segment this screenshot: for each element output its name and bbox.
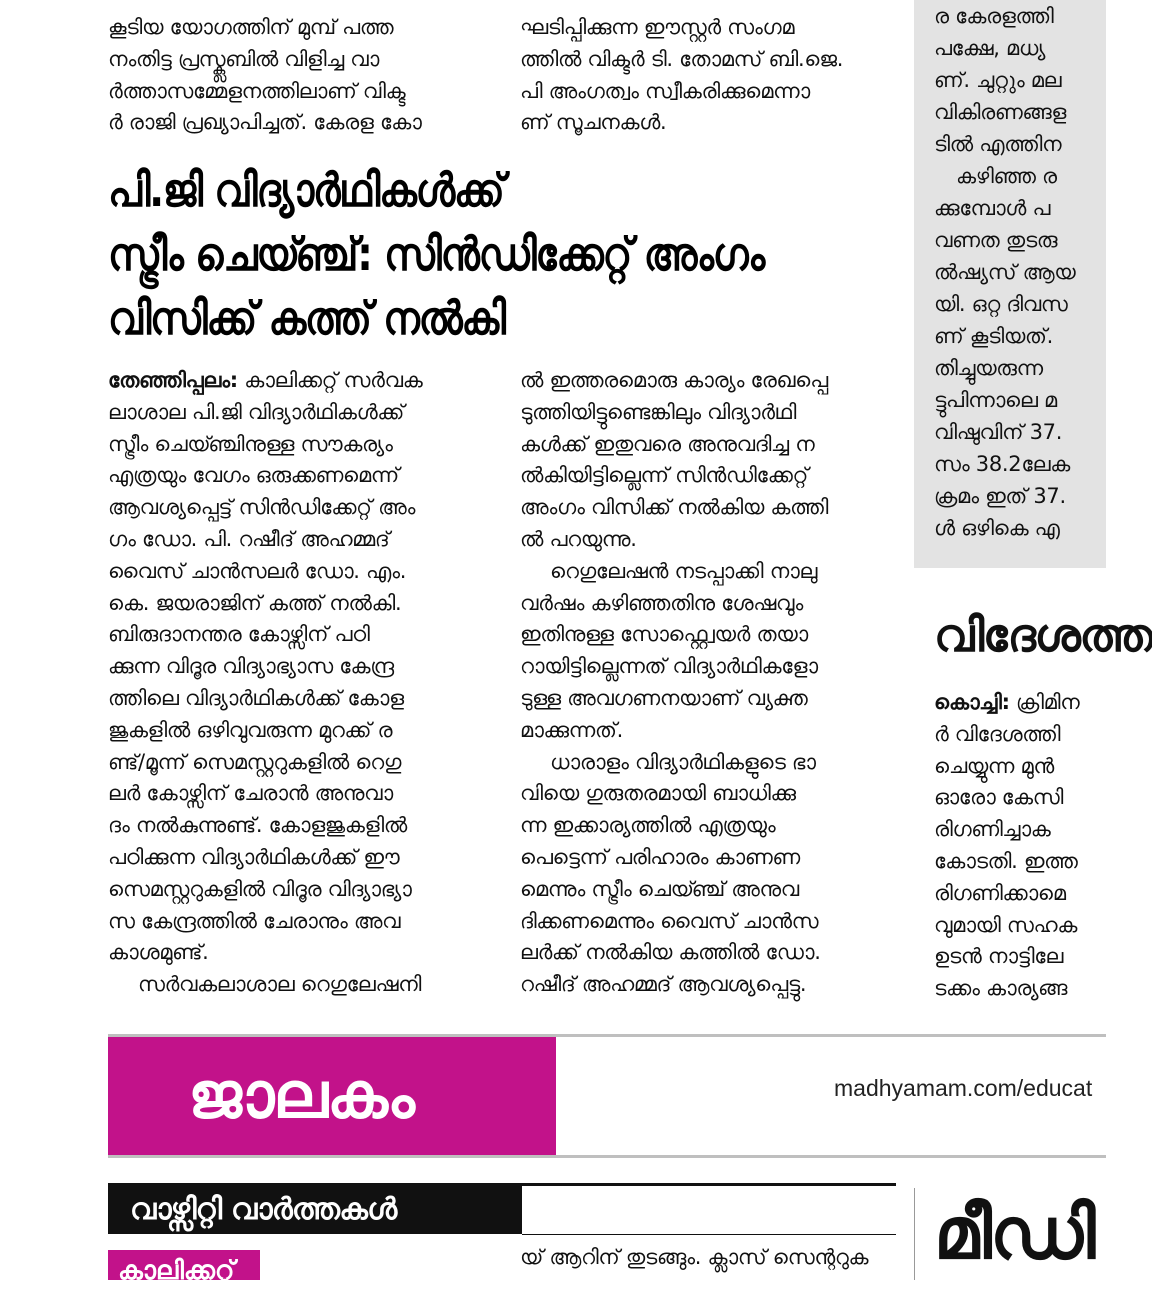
text-line: ണ് സൂചനകൾ. — [520, 110, 667, 135]
text-line: ടുത്തിയിട്ടുണ്ടെങ്കിലും വിദ്യാർഥി — [520, 399, 797, 424]
text-line: ടുള്ള അവഗണനയാണ് വ്യക്ത — [520, 685, 808, 710]
text-line: കോടതി. ഇത്ത — [934, 848, 1078, 873]
text-line: വൈസ് ചാൻസലർ ഡോ. എം. — [108, 558, 407, 583]
text-line: സം 38.2ലേക — [934, 452, 1070, 476]
dateline: തേഞ്ഞിപ്പലം: — [108, 368, 238, 392]
text-line: ണ് കൂടിയത്. — [934, 324, 1054, 348]
text-line: നംതിട്ട പ്രസ്ക്ലബിൽ വിളിച്ച വാ — [108, 46, 380, 71]
section-label: വാഴ്സിറ്റി വാർത്തകൾ — [108, 1186, 522, 1234]
headline-line: സ്ട്രീം ചെയ്ഞ്ച്: സിൻഡിക്കേറ്റ് അംഗം — [108, 227, 764, 281]
headline-line: പി.ജി വിദ്യാർഥികൾക്ക് — [108, 163, 504, 217]
text-line: കഴിഞ്ഞ ര — [956, 164, 1057, 188]
text-line: ഗം ഡോ. പി. റഷീദ് അഹമ്മദ് — [108, 526, 390, 551]
text-line: അംഗം വിസിക്ക് നൽകിയ കത്തി — [520, 495, 829, 520]
text-line: പക്ഷേ, മധ്യ — [934, 36, 1046, 60]
text-line: ഘടിപ്പിക്കുന്ന ഈസ്റ്റർ സംഗമ — [520, 15, 795, 39]
text-line: റായിട്ടില്ലെന്നത് വിദ്യാർഥികളോ — [520, 654, 818, 679]
text-line: ക്കുന്ന വിദൂര വിദ്യാഭ്യാസ കേന്ദ്ര — [108, 654, 394, 679]
text-line: റഷീദ് അഹമ്മദ് ആവശ്യപ്പെട്ടു. — [520, 972, 807, 997]
text-line: വിഷുവിന് 37. — [934, 420, 1063, 444]
text-line: ബിരുദാനന്തര കോഴ്സിന് പഠി — [108, 622, 370, 647]
text-line: ൽകിയിട്ടില്ലെന്ന് സിൻഡിക്കേറ്റ് — [520, 463, 809, 488]
text-line: ടക്കം കാര്യങ്ങ — [934, 976, 1068, 1001]
text-line: കാശമുണ്ട്. — [108, 940, 209, 965]
text-line: ർ വിദേശത്തി — [934, 721, 1061, 746]
text-run: ക്രിമിന — [1009, 690, 1080, 714]
article-body-column-1 — [108, 365, 480, 1001]
article-headline — [108, 158, 796, 350]
text-run: കാലിക്കറ്റ് സർവക — [237, 368, 423, 392]
article-body-column-2 — [520, 365, 892, 1001]
text-line: ചെയ്യുന്ന മുൻ — [934, 753, 1054, 778]
text-line: ന്ന ഇക്കാര്യത്തിൽ എത്രയും — [520, 813, 776, 838]
section-title-media: മീഡി — [934, 1191, 1094, 1275]
text-line: കെ. ജയരാജിന് കത്ത് നൽകി. — [108, 590, 402, 615]
text-line: ക്രമം ഇത് 37. — [934, 484, 1066, 508]
subsection-tag: കാലിക്കറ്റ് — [108, 1250, 260, 1280]
text-line: പെട്ടെന്ന് പരിഹാരം കാണണ — [520, 844, 800, 869]
text-line: ൾ ഒഴികെ എ — [934, 516, 1060, 540]
website-url: madhyamam.com/educat — [834, 1075, 1093, 1101]
text-line: പി അംഗത്വം സ്വീകരിക്കുമെന്നാ — [520, 78, 810, 103]
jalakam-title-box — [108, 1037, 556, 1155]
text-line: കൂടിയ യോഗത്തിന് മുമ്പ് പത്ത — [108, 15, 394, 39]
bottom-article-column — [520, 1242, 892, 1274]
headline-line: വിസിക്ക് കത്ത് നൽകി — [108, 291, 505, 345]
text-line: ധാരാളം വിദ്യാർഥികളുടെ ഭാ — [550, 749, 816, 774]
text-line: ദിക്കണമെന്നും വൈസ് ചാൻസ — [520, 908, 819, 933]
text-line: തിച്ചുയരുന്ന — [934, 356, 1043, 380]
text-line: ര കേരളത്തി — [934, 4, 1054, 28]
text-line: വണത തുടരു — [934, 228, 1058, 252]
text-line: മെന്നും സ്ട്രീം ചെയ്ഞ്ച് അനുവ — [520, 876, 799, 901]
text-line: ജുകളിൽ ഒഴിവുവരുന്ന മുറക്ക് ര — [108, 717, 393, 742]
text-line: ർ രാജി പ്രഖ്യാപിച്ചത്. കേരള കോ — [108, 110, 422, 135]
section-title: ജാലകം — [188, 1059, 414, 1133]
text-line: ദം നൽകുന്നുണ്ട്. കോളജുകളിൽ — [108, 813, 407, 838]
text-line: ണ്. ചുറ്റും മല — [934, 68, 1062, 92]
text-line: രിഗണിക്കാമെ — [934, 880, 1066, 905]
text-line: സെമസ്റ്ററുകളിൽ വിദൂര വിദ്യാഭ്യാ — [108, 876, 412, 901]
text-line: വിയെ ഗുരുതരമായി ബാധിക്കു — [520, 781, 796, 806]
text-line: ണ്ട്/മൂന്ന് സെമസ്റ്ററുകളിൽ റെഗു — [108, 749, 402, 774]
text-line: സ കേന്ദ്രത്തിൽ ചേരാനും അവ — [108, 908, 401, 933]
sidebar-article-column-2 — [934, 687, 1106, 1005]
sidebar-article-column — [934, 0, 1106, 544]
text-line: ഓരോ കേസി — [934, 785, 1064, 810]
varsity-news-bar — [108, 1183, 896, 1238]
text-line: റെഗുലേഷൻ നടപ്പാക്കി നാലു — [550, 558, 818, 583]
sidebar-headline: വിദേശത്ത — [934, 608, 1152, 662]
text-line: സ്ട്രീം ചെയ്ഞ്ചിനുള്ള സൗകര്യം — [108, 431, 393, 456]
text-line: ൽ പറയുന്നു. — [520, 526, 637, 551]
text-line: ൽഷ്യസ് ആയ — [934, 260, 1076, 284]
top-article-column-2 — [520, 12, 892, 139]
divider — [522, 1234, 896, 1235]
text-line: ടിൽ എത്തിന — [934, 132, 1062, 156]
top-article-column-1 — [108, 12, 480, 139]
text-line: വികിരണങ്ങള — [934, 100, 1067, 124]
text-line — [934, 687, 1106, 719]
text-line: യി. ഒറ്റ ദിവസ — [934, 292, 1068, 316]
text-line: യ് ആറിന് തുടങ്ങും. ക്ലാസ് സെന്ററുക — [520, 1245, 869, 1269]
text-line: ലർ കോഴ്സിന് ചേരാൻ അനുവാ — [108, 781, 393, 806]
text-line: ഉടൻ നാട്ടിലേ — [934, 944, 1064, 969]
text-line: ആവശ്യപ്പെട്ട് സിൻഡിക്കേറ്റ് അം — [108, 495, 416, 520]
text-line: പഠിക്കുന്ന വിദ്യാർഥികൾക്ക് ഈ — [108, 844, 400, 869]
text-line: എത്രയും വേഗം ഒരുക്കണമെന്ന് — [108, 463, 399, 488]
text-line: വുമായി സഹക — [934, 912, 1078, 937]
text-line: ത്തിൽ വിക്ടർ ടി. തോമസ് ബി.ജെ. — [520, 46, 844, 71]
text-line — [108, 365, 480, 397]
text-line: രിഗണിച്ചാക — [934, 817, 1051, 842]
text-line: ട്ടുപിന്നാലെ മ — [934, 388, 1057, 412]
text-line: മാക്കുന്നത്. — [520, 717, 623, 742]
text-line: വർഷം കഴിഞ്ഞതിനു ശേഷവും — [520, 590, 803, 615]
text-line: കൾക്ക് ഇതുവരെ അനുവദിച്ച ന — [520, 431, 815, 456]
column-divider — [914, 1188, 915, 1280]
text-line: ത്തിലെ വിദ്യാർഥികൾക്ക് കോള — [108, 685, 404, 710]
text-line: ലർക്ക് നൽകിയ കത്തിൽ ഡോ. — [520, 940, 821, 965]
text-line: ഇതിനുള്ള സോഫ്റ്റ്വെയർ തയാ — [520, 622, 808, 647]
text-line: ക്കുമ്പോൾ പ — [934, 196, 1051, 220]
text-line: സർവകലാശാല റെഗുലേഷനി — [138, 972, 422, 997]
dateline: കൊച്ചി: — [934, 690, 1010, 714]
jalakam-banner — [108, 1034, 1106, 1158]
text-line: ർത്താസമ്മേളനത്തിലാണ് വിക്ട — [108, 78, 406, 103]
text-line: ലാശാല പി.ജി വിദ്യാർഥികൾക്ക് — [108, 399, 405, 424]
text-line: ൽ ഇത്തരമൊരു കാര്യം രേഖപ്പെ — [520, 368, 828, 392]
